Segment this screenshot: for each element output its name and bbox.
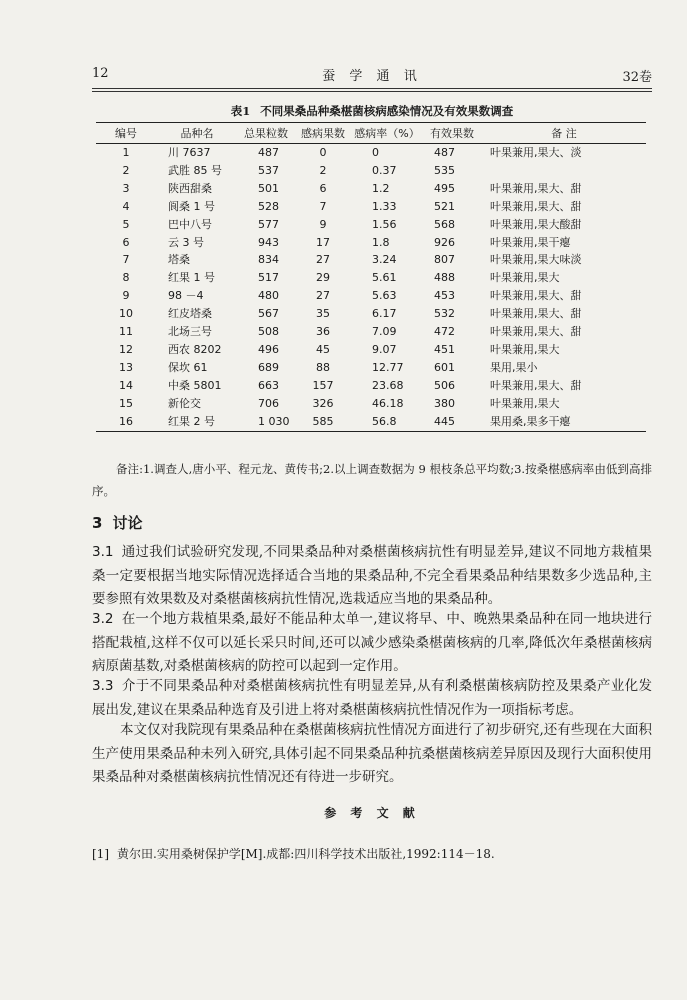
table-row — [96, 323, 646, 341]
cell-remarks: 叶果兼用,果大味淡 — [490, 253, 582, 267]
cell-effective: 807 — [434, 253, 455, 267]
cell-remarks: 叶果兼用,果大、甜 — [490, 289, 582, 303]
cell-total: 1 030 — [238, 413, 294, 431]
col-header-infected: 感病果数 — [294, 123, 352, 144]
cell-variety: 云 3 号 — [168, 235, 204, 249]
cell-remarks — [482, 162, 646, 180]
cell-id: 1 — [122, 146, 130, 159]
table-row — [96, 413, 646, 431]
cell-effective: 472 — [434, 325, 455, 339]
cell-rate: 7.09 — [372, 325, 397, 339]
cell-variety: 川 7637 — [168, 146, 211, 159]
table-body — [96, 144, 646, 432]
cell-total: 706 — [258, 396, 279, 410]
cell-id: 12 — [119, 342, 133, 356]
cell-effective: 451 — [434, 342, 455, 356]
cell-variety: 阆桑 1 号 — [168, 199, 215, 213]
cell-infected: 157 — [312, 378, 334, 392]
cell-id: 10 — [119, 307, 133, 321]
cell-effective: 453 — [434, 289, 455, 303]
cell-infected: 585 — [294, 413, 352, 431]
cell-total: 834 — [258, 253, 279, 267]
table-row — [96, 216, 646, 234]
cell-remarks: 叶果兼用,果大酸甜 — [490, 217, 582, 231]
table-row — [96, 180, 646, 198]
cell-rate: 5.63 — [372, 289, 397, 303]
cell-infected: 27 — [316, 253, 330, 267]
reference-number: [1] — [92, 847, 109, 861]
table-row — [96, 359, 646, 377]
cell-variety: 红果 1 号 — [168, 271, 215, 285]
cell-infected: 45 — [316, 342, 330, 356]
section-number: 3 — [92, 514, 103, 532]
cell-id: 13 — [119, 360, 133, 374]
data-table — [96, 122, 646, 432]
table-number: 表1 — [230, 104, 251, 118]
cell-variety: 武胜 85 号 — [168, 163, 222, 177]
table-row — [96, 144, 646, 162]
reference-text: 黄尔田.实用桑树保护学[M].成都:四川科学技术出版社,1992:114－18. — [117, 847, 495, 861]
cell-remarks: 叶果兼用,果大、甜 — [490, 307, 582, 321]
cell-total: 577 — [258, 217, 279, 231]
cell-remarks: 叶果兼用,果大、甜 — [490, 199, 582, 213]
cell-total: 567 — [258, 307, 279, 321]
cell-variety: 98 －4 — [168, 289, 204, 303]
cell-id: 2 — [122, 163, 130, 177]
header-rule-thin — [92, 91, 652, 92]
paragraph-text: 本文仅对我院现有果桑品种在桑椹菌核病抗性情况方面进行了初步研究,还有些现在大面积生产使用果桑品种未列入研究,具体引起不同果桑品种抗桑椹菌核病差异原因及现行大面积使用果桑品种对桑椹菌核病抗性情况还有待进一步研究。 — [92, 722, 652, 785]
cell-total: 480 — [258, 289, 279, 303]
cell-rate: 0 — [372, 146, 379, 159]
cell-id: 6 — [122, 235, 130, 249]
cell-variety: 红果 2 号 — [156, 413, 238, 431]
cell-effective: 535 — [434, 163, 455, 177]
page-number: 12 — [92, 66, 109, 81]
cell-remarks: 叶果兼用,果大、淡 — [490, 146, 582, 159]
cell-variety: 中桑 5801 — [168, 378, 222, 392]
table-row — [96, 287, 646, 305]
cell-infected: 36 — [316, 325, 330, 339]
cell-effective: 380 — [434, 396, 455, 410]
paragraph — [92, 608, 652, 679]
cell-infected: 17 — [316, 235, 330, 249]
cell-total: 689 — [258, 360, 279, 374]
table-row — [96, 198, 646, 216]
cell-infected: 7 — [319, 199, 327, 213]
cell-variety: 红皮塔桑 — [168, 307, 212, 321]
cell-variety: 新伦交 — [168, 396, 201, 410]
paragraph-text: 介于不同果桑品种对桑椹菌核病抗性有明显差异,从有利桑椹菌核病防控及果桑产业化发展出发,建议在果桑品种选育及引进上将对桑椹菌核病抗性情况作为一项指标考虑。 — [92, 678, 652, 718]
paragraph-number: 3.1 — [92, 544, 114, 560]
table-row — [96, 395, 646, 413]
cell-effective: 926 — [434, 235, 455, 249]
cell-rate: 12.77 — [372, 360, 404, 374]
table-note: 备注:1.调查人,唐小平、程元龙、黄传书;2.以上调查数据为 9 根枝条总平均数;3.按桑椹感病率由低到高排序。 — [92, 462, 652, 498]
cell-remarks: 叶果兼用,果大 — [490, 396, 560, 410]
paragraph-number: 3.3 — [92, 678, 114, 694]
cell-variety: 北场三号 — [168, 325, 212, 339]
cell-id: 5 — [122, 217, 130, 231]
cell-remarks: 果用桑,果多干瘪 — [482, 413, 646, 431]
table-row — [96, 234, 646, 252]
table-caption — [92, 103, 652, 119]
cell-remarks: 叶果兼用,果大、甜 — [490, 181, 582, 195]
cell-rate: 1.8 — [372, 235, 390, 249]
cell-total: 501 — [258, 181, 279, 195]
cell-variety: 保坎 61 — [168, 360, 208, 374]
cell-effective: 487 — [434, 146, 455, 159]
cell-variety: 塔桑 — [168, 253, 190, 267]
cell-id: 8 — [122, 271, 130, 285]
cell-infected: 9 — [319, 217, 327, 231]
volume-label: 32卷 — [622, 70, 652, 85]
cell-total: 517 — [258, 271, 279, 285]
references-heading: 参 考 文 献 — [324, 806, 420, 820]
cell-rate: 1.33 — [372, 199, 397, 213]
cell-variety: 陕西甜桑 — [168, 181, 212, 195]
cell-total: 663 — [258, 378, 279, 392]
cell-infected: 35 — [316, 307, 330, 321]
cell-infected: 0 — [319, 146, 327, 159]
table-row — [96, 305, 646, 323]
cell-infected: 29 — [316, 271, 330, 285]
cell-effective: 601 — [434, 360, 455, 374]
paragraph-text: 通过我们试验研究发现,不同果桑品种对桑椹菌核病抗性有明显差异,建议不同地方栽植果桑一定要根据当地实际情况选择适合当地的果桑品种,不完全看果桑品种结果数多少选品种,主要参照有效果数及对桑椹菌核病抗性情况,选栽适应当地的果桑品种。 — [92, 544, 652, 607]
cell-remarks: 叶果兼用,果大、甜 — [490, 325, 582, 339]
cell-id: 16 — [96, 413, 156, 431]
cell-effective: 568 — [434, 217, 455, 231]
table-title: 不同果桑品种桑椹菌核病感染情况及有效果数调查 — [260, 104, 514, 118]
header-rule — [92, 88, 652, 89]
cell-total: 537 — [258, 163, 279, 177]
cell-rate: 1.2 — [372, 181, 390, 195]
cell-infected: 6 — [319, 181, 327, 195]
cell-remarks: 叶果兼用,果大、甜 — [490, 378, 582, 392]
col-header-effective: 有效果数 — [422, 123, 482, 144]
cell-rate: 5.61 — [372, 271, 397, 285]
paragraph-number: 3.2 — [92, 611, 114, 627]
cell-id: 11 — [119, 325, 133, 339]
cell-rate: 6.17 — [372, 307, 397, 321]
cell-rate: 23.68 — [372, 378, 404, 392]
cell-infected: 88 — [316, 360, 330, 374]
cell-remarks: 果用,果小 — [490, 360, 538, 374]
cell-effective: 495 — [434, 181, 455, 195]
cell-id: 7 — [122, 253, 130, 267]
table-header-row — [96, 123, 646, 144]
cell-rate: 56.8 — [352, 413, 422, 431]
paragraph — [92, 719, 652, 790]
cell-id: 3 — [122, 181, 130, 195]
table-row — [96, 162, 646, 180]
cell-remarks: 叶果兼用,果大 — [490, 342, 560, 356]
cell-rate: 9.07 — [372, 342, 397, 356]
cell-id: 14 — [119, 378, 133, 392]
reference-item — [92, 845, 652, 862]
cell-effective: 488 — [434, 271, 455, 285]
cell-total: 508 — [258, 325, 279, 339]
col-header-id: 编号 — [96, 123, 156, 144]
cell-total: 487 — [258, 146, 279, 159]
col-header-rate: 感病率（%） — [352, 123, 422, 144]
paragraph — [92, 675, 652, 722]
journal-name: 蚕 学 通 讯 — [322, 69, 422, 84]
table-row — [96, 341, 646, 359]
cell-infected: 326 — [312, 396, 334, 410]
cell-rate: 1.56 — [372, 217, 397, 231]
cell-infected: 27 — [316, 289, 330, 303]
cell-effective: 506 — [434, 378, 455, 392]
cell-variety: 西农 8202 — [168, 342, 222, 356]
col-header-total: 总果粒数 — [238, 123, 294, 144]
table-row — [96, 251, 646, 269]
cell-id: 15 — [119, 396, 133, 410]
cell-total: 496 — [258, 342, 279, 356]
col-header-remarks: 备 注 — [482, 123, 646, 144]
cell-rate: 46.18 — [372, 396, 404, 410]
cell-total: 528 — [258, 199, 279, 213]
col-header-variety: 品种名 — [156, 123, 238, 144]
cell-infected: 2 — [319, 163, 327, 177]
section-heading — [92, 512, 142, 533]
paragraph-text: 在一个地方栽植果桑,最好不能品种太单一,建议将早、中、晚熟果桑品种在同一地块进行搭配栽植,这样不仅可以延长采只时间,还可以减少感染桑椹菌核病的几率,降低次年桑椹菌核病病原菌基数,对桑椹菌核病的防控可以起到一定作用。 — [92, 611, 652, 674]
running-header — [92, 64, 652, 88]
cell-total: 943 — [258, 235, 279, 249]
cell-id: 9 — [122, 289, 130, 303]
section-title: 讨论 — [112, 514, 143, 532]
cell-variety: 巴中八号 — [168, 217, 212, 231]
cell-rate: 0.37 — [372, 163, 397, 177]
cell-rate: 3.24 — [372, 253, 397, 267]
cell-effective: 521 — [434, 199, 455, 213]
cell-remarks: 叶果兼用,果大 — [490, 271, 560, 285]
table-row — [96, 377, 646, 395]
cell-remarks: 叶果兼用,果干瘪 — [490, 235, 571, 249]
cell-id: 4 — [122, 199, 130, 213]
cell-effective: 445 — [422, 413, 482, 431]
cell-effective: 532 — [434, 307, 455, 321]
table-row — [96, 269, 646, 287]
paragraph — [92, 541, 652, 612]
